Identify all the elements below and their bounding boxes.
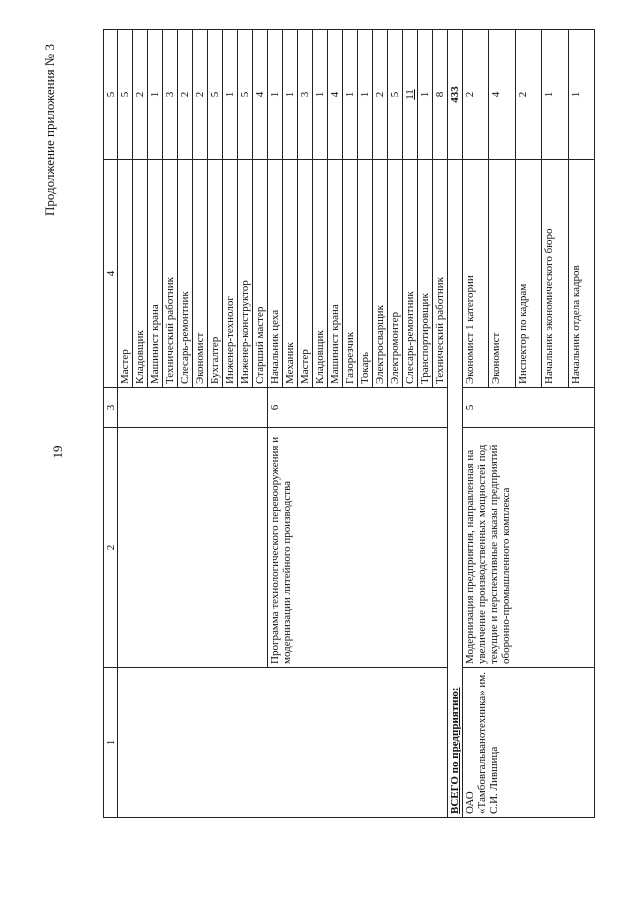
count-cell: 1 (148, 30, 163, 160)
column-header-4: 4 (104, 160, 118, 388)
count-cell: 2 (133, 30, 148, 160)
program-count-cell-continued (118, 388, 268, 428)
program-count-cell: 5 (463, 388, 595, 428)
program-count-cell: 6 (268, 388, 448, 428)
count-cell: 1 (283, 30, 298, 160)
position-cell: Старший мастер (253, 160, 268, 388)
program-cell: Программа технологического перевооружения и модернизации литейного производства (268, 428, 448, 668)
position-cell: Экономист (489, 160, 515, 388)
count-cell: 2 (463, 30, 489, 160)
count-cell: 1 (568, 30, 594, 160)
column-header-1: 1 (104, 668, 118, 818)
position-cell: Электромонтер (388, 160, 403, 388)
count-cell: 5 (388, 30, 403, 160)
count-cell: 1 (313, 30, 328, 160)
position-cell: Экономист 1 категории (463, 160, 489, 388)
position-cell: Механик (283, 160, 298, 388)
position-cell: Кладовщик (313, 160, 328, 388)
count-cell: 5 (208, 30, 223, 160)
total-row (448, 30, 463, 818)
position-cell: Технический работник (433, 160, 448, 388)
position-cell: Токарь (358, 160, 373, 388)
column-header-5: 5 (104, 30, 118, 160)
position-cell: Бухгалтер (208, 160, 223, 388)
continuation-caption: Продолжение приложения № 3 (42, 44, 57, 216)
count-cell: 1 (268, 30, 283, 160)
position-cell: Слесарь-ремонтник (178, 160, 193, 388)
count-cell: 4 (328, 30, 343, 160)
staffing-table (103, 29, 595, 818)
total-value: 433 (448, 30, 463, 160)
page-number: 19 (50, 445, 65, 459)
table-row (118, 30, 133, 818)
column-header-3: 3 (104, 388, 118, 428)
count-cell: 11 (403, 30, 418, 160)
count-cell: 5 (118, 30, 133, 160)
position-cell: Начальник цеха (268, 160, 283, 388)
count-cell: 1 (418, 30, 433, 160)
count-cell: 2 (515, 30, 541, 160)
enterprise-cell: ОАО «Тамбовгальванотехника» им. С.И. Лившица (463, 668, 595, 818)
total-label: ВСЕГО по предприятию: (448, 160, 463, 818)
count-cell: 4 (489, 30, 515, 160)
count-cell: 5 (238, 30, 253, 160)
count-cell: 8 (433, 30, 448, 160)
position-cell: Начальник отдела кадров (568, 160, 594, 388)
position-cell: Машинист крана (148, 160, 163, 388)
count-cell: 1 (542, 30, 568, 160)
position-cell: Инспектор по кадрам (515, 160, 541, 388)
count-cell: 3 (298, 30, 313, 160)
position-cell: Экономист (193, 160, 208, 388)
position-cell: Электросварщик (373, 160, 388, 388)
count-cell: 2 (373, 30, 388, 160)
column-header-2: 2 (104, 428, 118, 668)
table-header-row (104, 30, 118, 818)
position-cell: Кладовщик (133, 160, 148, 388)
count-cell: 2 (193, 30, 208, 160)
count-cell: 1 (223, 30, 238, 160)
count-cell: 3 (163, 30, 178, 160)
position-cell: Инженер-конструктор (238, 160, 253, 388)
position-cell: Начальник экономического бюро (542, 160, 568, 388)
count-cell: 1 (358, 30, 373, 160)
enterprise-cell-continued (118, 668, 448, 818)
table-row (463, 30, 489, 818)
count-cell: 2 (178, 30, 193, 160)
count-cell: 4 (253, 30, 268, 160)
program-cell: Модернизация предприятия, направленная на увеличение производственных мощностей под текущие и перспективные заказы предприятий оборонно-промышленного комплекса (463, 428, 595, 668)
position-cell: Технический работник (163, 160, 178, 388)
position-cell: Газорезчик (343, 160, 358, 388)
position-cell: Машинист крана (328, 160, 343, 388)
position-cell: Слесарь-ремонтник (403, 160, 418, 388)
position-cell: Мастер (118, 160, 133, 388)
table-wrapper (103, 30, 595, 818)
position-cell: Транспортировщик (418, 160, 433, 388)
position-cell: Инженер-технолог (223, 160, 238, 388)
count-cell: 1 (343, 30, 358, 160)
program-cell-continued (118, 428, 268, 668)
position-cell: Мастер (298, 160, 313, 388)
